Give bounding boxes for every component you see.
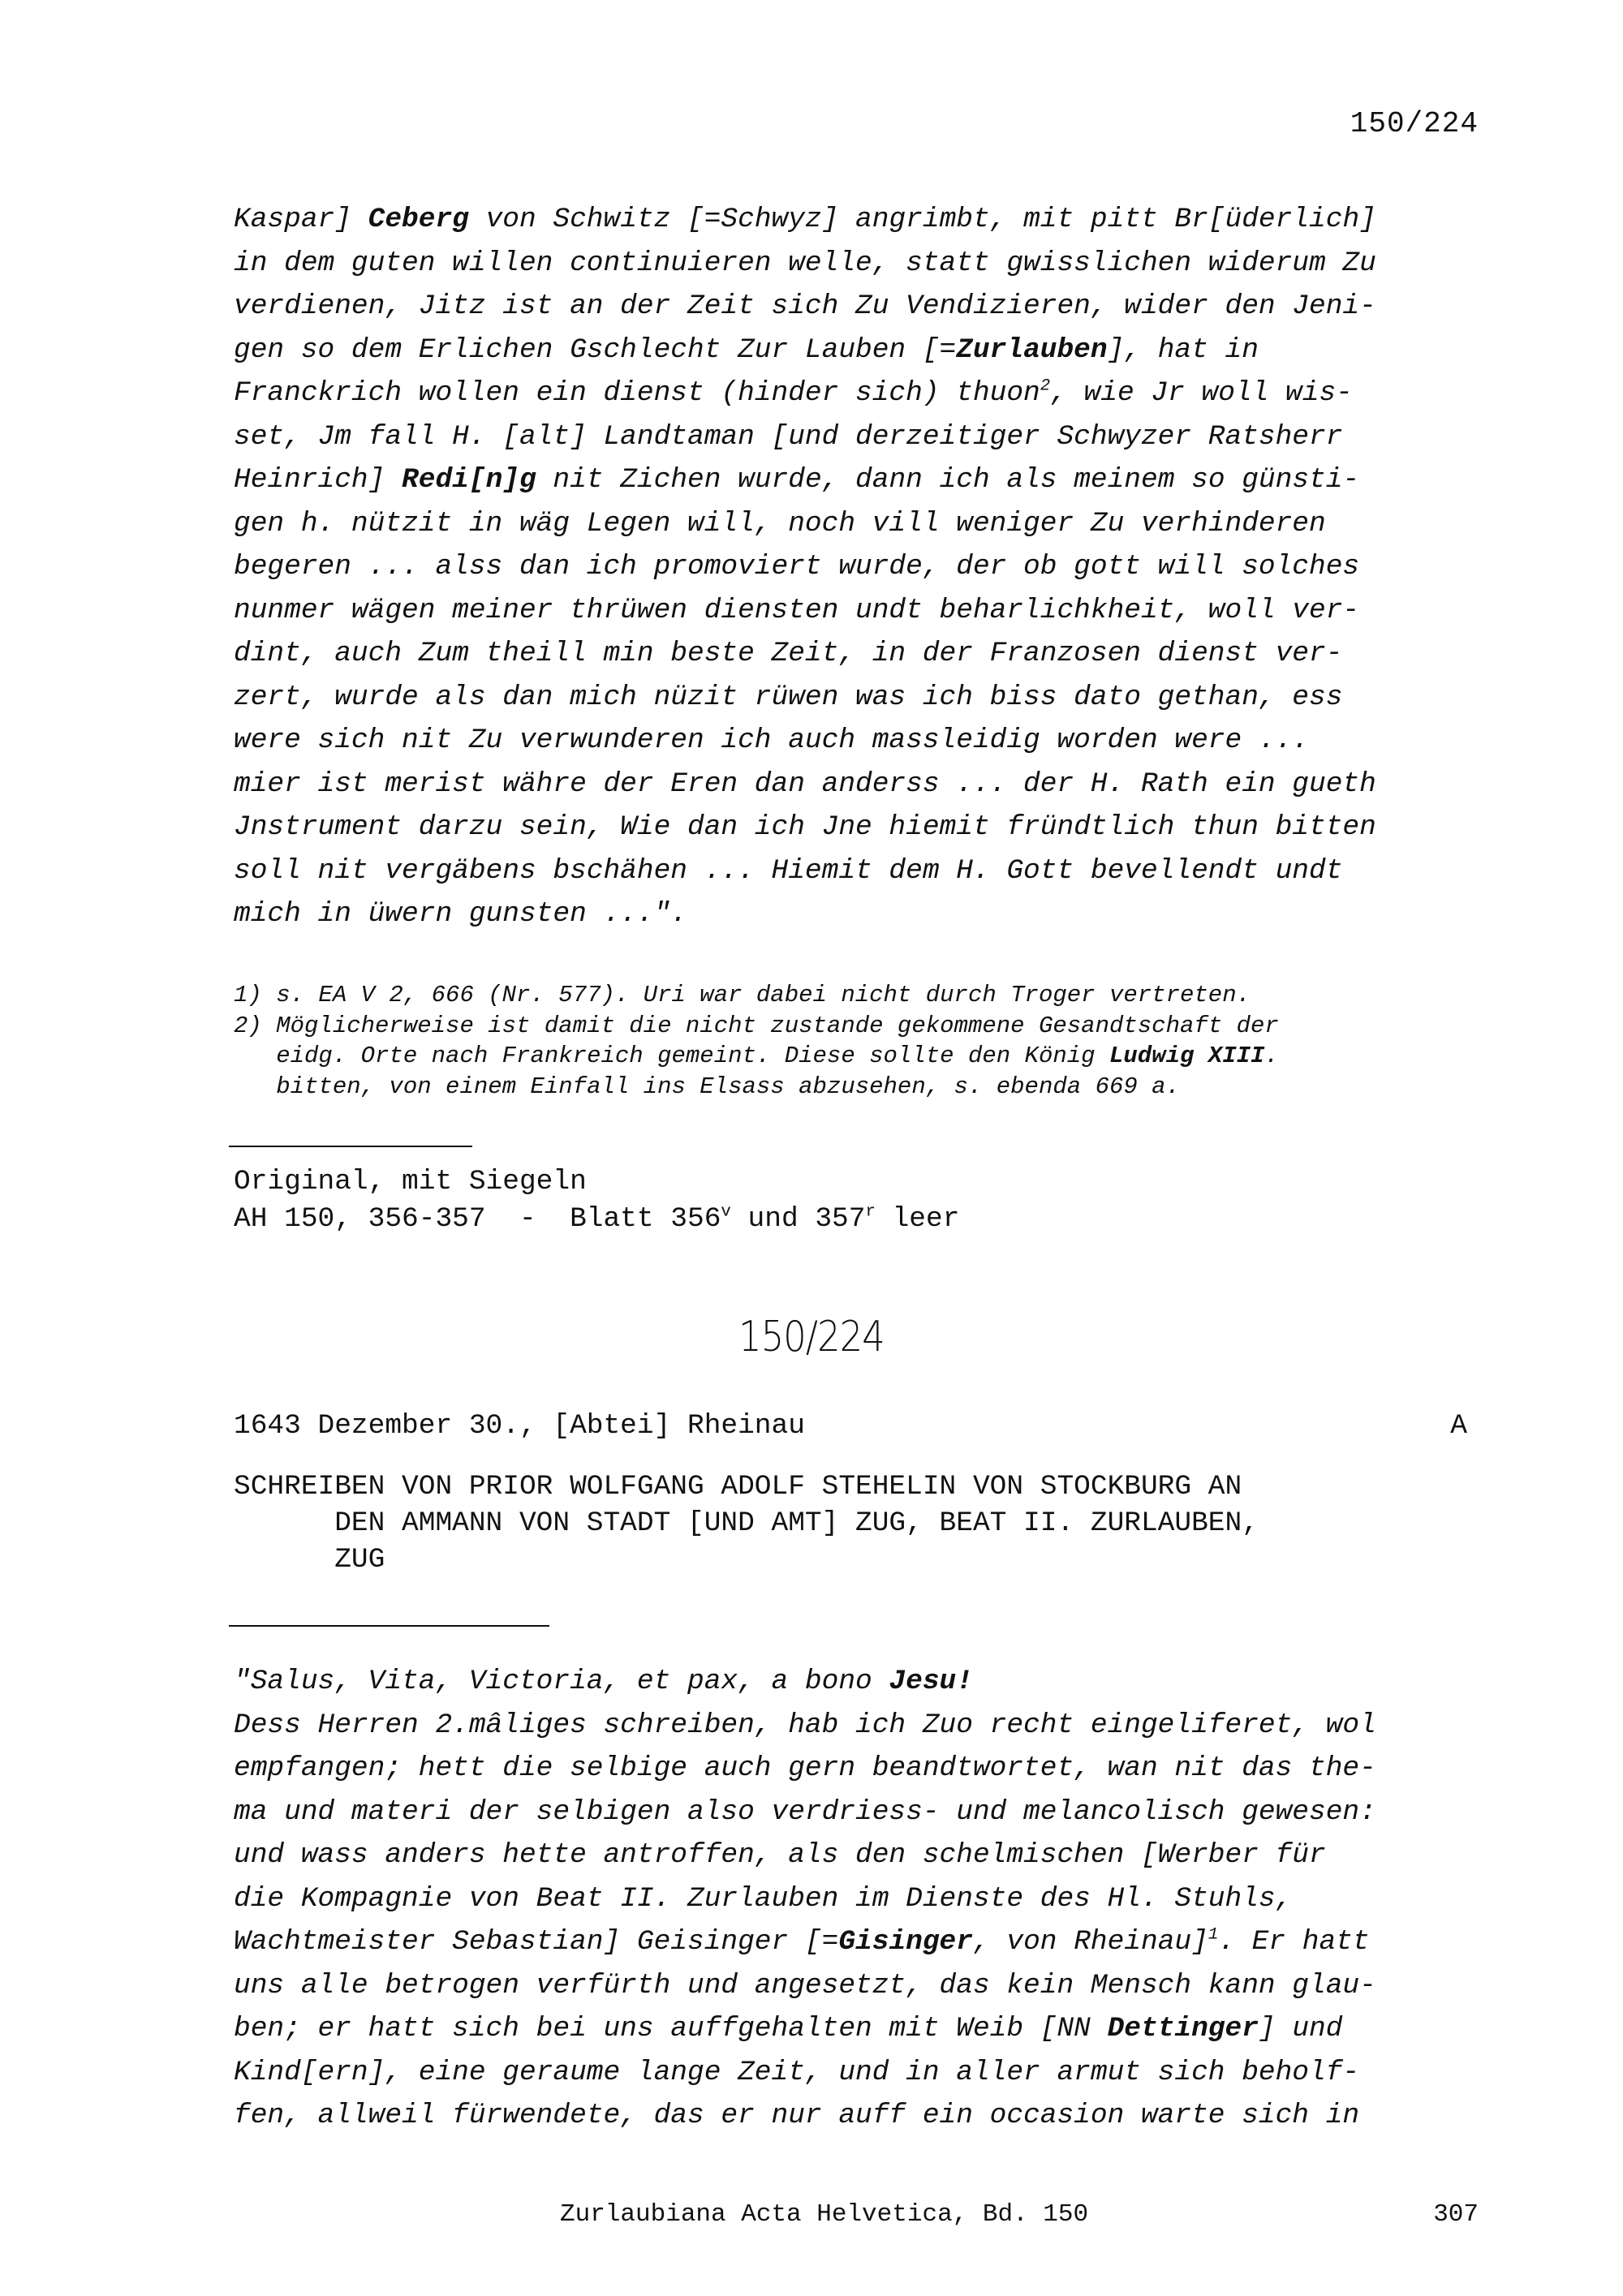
- date-place: 1643 Dezember 30., [Abtei] Rheinau: [234, 1410, 805, 1442]
- text-line: Wachtmeister Sebastian] Geisinger [=Gisinger, von Rheinau]$^1$. Er hatt: [234, 1925, 1370, 1958]
- text-line: soll nit vergäbens bschähen ... Hiemit dem H. Gott bevellendt undt: [234, 854, 1343, 887]
- text-line: mier ist merist währe der Eren dan anderss ... der H. Rath ein gueth: [234, 767, 1376, 800]
- text-line: bitten, von einem Einfall ins Elsass abzusehen, s. ebenda 669 a.: [234, 1073, 1180, 1100]
- date-place-line: [234, 1410, 1467, 1442]
- page-reference: 150/224: [1350, 107, 1479, 140]
- text-line: zert, wurde als dan mich nüzit rüwen was ich biss dato gethan, ess: [234, 681, 1343, 713]
- text-line: ZUG: [234, 1544, 385, 1576]
- text-line: Jnstrument darzu sein, Wie dan ich Jne hiemit fründtlich thun bitten: [234, 811, 1376, 843]
- text-line: 2) Möglicherweise ist damit die nicht zustande gekommene Gesandtschaft der: [234, 1012, 1279, 1039]
- text-line: ben; er hatt sich bei uns auffgehalten mit Weib [NN Dettinger] und: [234, 2013, 1343, 2044]
- text-line: SCHREIBEN VON PRIOR WOLFGANG ADOLF STEHELIN VON STOCKBURG AN: [234, 1471, 1242, 1503]
- text-line: verdienen, Jitz ist an der Zeit sich Zu Vendizieren, wider den Jeni-: [234, 290, 1376, 322]
- letter-text: [234, 1660, 1483, 2138]
- text-line: set, Jm fall H. [alt] Landtaman [und derzeitiger Schwyzer Ratsherr: [234, 420, 1343, 453]
- text-line: empfangen; hett die selbige auch gern beandtwortet, wan nit das the-: [234, 1752, 1376, 1784]
- letter-text-continued: [234, 198, 1483, 936]
- document-heading: 150/224: [738, 1313, 885, 1361]
- text-line: begeren ... alss dan ich promoviert wurde, der ob gott will solches: [234, 551, 1360, 583]
- text-line: Franckrich wollen ein dienst (hinder sich) thuon$^2$, wie Jr woll wis-: [234, 376, 1353, 409]
- text-line: nunmer wägen meiner thrüwen diensten undt beharlichkheit, woll ver-: [234, 594, 1360, 626]
- text-line: gen so dem Erlichen Gschlecht Zur Lauben [=Zurlauben], hat in: [234, 333, 1259, 366]
- document-letter: A: [1450, 1410, 1467, 1442]
- text-line: "Salus, Vita, Victoria, et pax, a bono Jesu!: [234, 1666, 973, 1697]
- text-line: Original, mit Siegeln: [234, 1166, 587, 1197]
- text-line: Kaspar] Ceberg von Schwitz [=Schwyz] angrimbt, mit pitt Br[üderlich]: [234, 204, 1376, 235]
- footer-series: Zurlaubiana Acta Helvetica, Bd. 150: [560, 2200, 1089, 2229]
- title-rule: [229, 1625, 549, 1627]
- source-note: [234, 1163, 959, 1238]
- text-line: uns alle betrogen verfürth und angesetzt, das kein Mensch kann glau-: [234, 1969, 1376, 2001]
- footnotes: [234, 980, 1483, 1102]
- text-line: 1) s. EA V 2, 666 (Nr. 577). Uri war dabei nicht durch Troger vertreten.: [234, 982, 1251, 1008]
- text-line: ma und materi der selbigen also verdriess- und melancolisch gewesen:: [234, 1795, 1376, 1828]
- text-line: AH 150, 356-357 - Blatt 356$^v$ und 357$^r$ leer: [234, 1202, 960, 1235]
- document-title: [234, 1468, 1483, 1578]
- text-line: dint, auch Zum theill min beste Zeit, in der Franzosen dienst ver-: [234, 638, 1343, 669]
- text-line: fen, allweil fürwendete, das er nur auff ein occasion warte sich in: [234, 2100, 1360, 2131]
- text-line: Dess Herren 2.mâliges schreiben, hab ich Zuo recht eingeliferet, wol: [234, 1709, 1376, 1741]
- text-line: und wass anders hette antroffen, als den schelmischen [Werber für: [234, 1839, 1326, 1871]
- text-line: Kind[ern], eine geraume lange Zeit, und in aller armut sich beholf-: [234, 2056, 1360, 2088]
- text-line: in dem guten willen continuieren welle, statt gwisslichen widerum Zu: [234, 247, 1376, 279]
- text-line: were sich nit Zu verwunderen ich auch massleidig worden were ...: [234, 724, 1310, 756]
- separator-rule: [229, 1146, 472, 1147]
- text-line: mich in üwern gunsten ...".: [234, 898, 687, 930]
- text-line: die Kompagnie von Beat II. Zurlauben im Dienste des Hl. Stuhls,: [234, 1882, 1293, 1915]
- text-line: DEN AMMANN VON STADT [UND AMT] ZUG, BEAT II. ZURLAUBEN,: [234, 1507, 1259, 1539]
- text-line: eidg. Orte nach Frankreich gemeint. Diese sollte den König Ludwig XIII.: [234, 1043, 1279, 1069]
- text-line: gen h. nützit in wäg Legen will, noch vill weniger Zu verhinderen: [234, 507, 1326, 540]
- footer-page-number: 307: [1433, 2200, 1479, 2229]
- text-line: Heinrich] Redi[n]g nit Zichen wurde, dann ich als meinem so günsti-: [234, 464, 1360, 496]
